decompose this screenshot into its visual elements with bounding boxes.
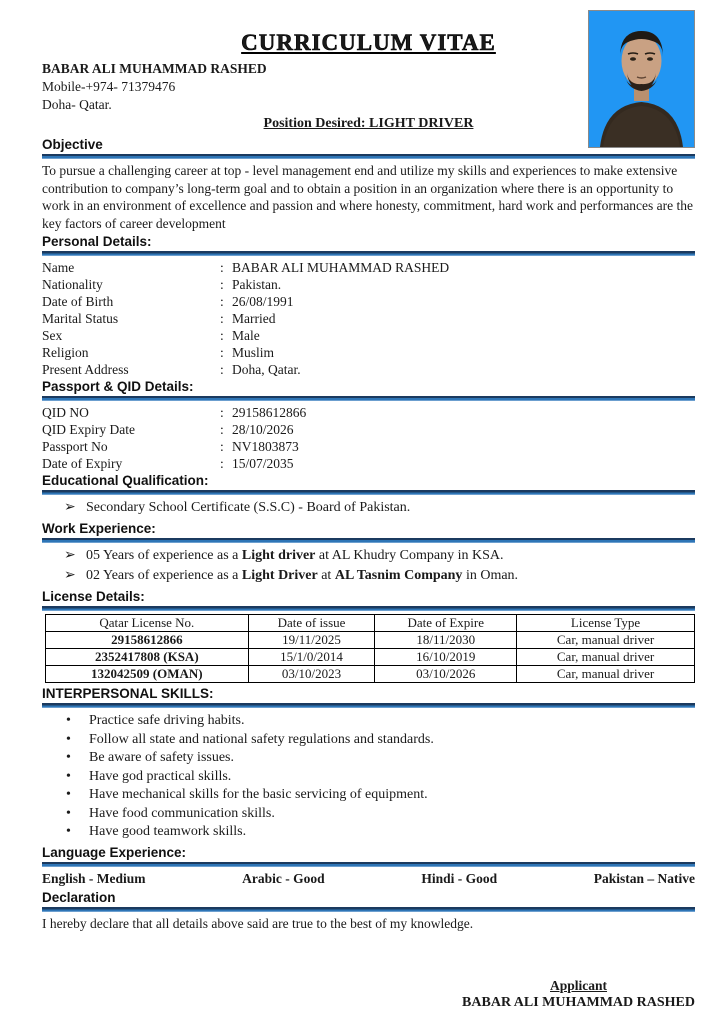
section-divider: [42, 606, 695, 611]
heading-license-details: License Details:: [42, 589, 145, 604]
section-divider: [42, 396, 695, 401]
table-cell: 15/1/0/2014: [248, 649, 375, 666]
list-item: [64, 498, 695, 518]
work-experience-list: [64, 546, 695, 586]
table-row: [46, 649, 695, 666]
education-item-text: Secondary School Certificate (S.S.C) - Board of Pakistan.: [86, 500, 411, 515]
section-divider: [42, 538, 695, 543]
dot-bullet-icon: •: [66, 805, 71, 821]
dot-bullet-icon: •: [66, 731, 71, 747]
skill-text: Have mechanical skills for the basic servicing of equipment.: [89, 787, 428, 802]
column-header: Qatar License No.: [46, 615, 249, 632]
applicant-name: BABAR ALI MUHAMMAD RASHED: [42, 61, 267, 76]
arrow-bullet-icon: ➢: [64, 500, 76, 515]
colon: :: [220, 294, 224, 309]
skill-text: Have good teamwork skills.: [89, 824, 247, 839]
table-cell: 18/11/2030: [375, 632, 517, 649]
language-item: Arabic - Good: [242, 870, 325, 886]
work-item-text: 02 Years of experience as a Light Driver at AL Tasnim Company in Oman.: [86, 568, 519, 583]
dot-bullet-icon: •: [66, 824, 71, 839]
list-item: [66, 768, 695, 787]
list-item: [64, 546, 695, 566]
applicant-photo: [588, 10, 695, 148]
detail-value: NV1803873: [232, 439, 299, 454]
table-cell: 16/10/2019: [375, 649, 517, 666]
signature-block: [462, 977, 695, 1011]
language-item: Hindi - Good: [421, 870, 498, 886]
detail-value: Muslim: [232, 345, 275, 360]
list-item: [66, 731, 695, 750]
applicant-signature-name: BABAR ALI MUHAMMAD RASHED: [462, 994, 695, 1010]
table-header-row: [46, 615, 695, 632]
position-desired: Position Desired: LIGHT DRIVER: [263, 116, 474, 131]
education-list: [64, 498, 695, 518]
colon: :: [220, 439, 224, 454]
skill-text: Have food communication skills.: [89, 805, 275, 821]
skill-text: Have god practical skills.: [89, 768, 232, 784]
detail-row: [42, 344, 695, 361]
detail-row: [42, 438, 695, 455]
dot-bullet-icon: •: [66, 787, 71, 802]
skill-text: Follow all state and national safety regulations and standards.: [89, 731, 434, 747]
detail-label: Present Address: [42, 362, 129, 377]
colon: :: [220, 260, 224, 275]
detail-row: [42, 455, 695, 472]
page-title: CURRICULUM VITAE: [241, 30, 496, 55]
detail-value: 29158612866: [232, 405, 307, 420]
arrow-bullet-icon: ➢: [64, 568, 76, 583]
passport-details-list: [42, 404, 695, 472]
section-divider: [42, 703, 695, 708]
table-cell: 29158612866: [46, 632, 249, 649]
detail-value: Male: [232, 328, 260, 343]
detail-label: Religion: [42, 345, 89, 360]
detail-row: [42, 361, 695, 378]
section-divider: [42, 251, 695, 256]
person-photo-icon: [589, 11, 694, 147]
detail-row: [42, 259, 695, 276]
heading-objective: Objective: [42, 137, 103, 152]
list-item: [66, 749, 695, 768]
list-item: [64, 566, 695, 586]
skill-text: Be aware of safety issues.: [89, 750, 235, 765]
heading-work-experience: Work Experience:: [42, 521, 156, 536]
list-item: [66, 786, 695, 805]
license-table: [45, 614, 695, 683]
table-row: [46, 632, 695, 649]
detail-value: Doha, Qatar.: [232, 362, 301, 377]
section-divider: [42, 907, 695, 912]
table-cell: Car, manual driver: [517, 666, 695, 683]
declaration-text: I hereby declare that all details above said are true to the best of my knowledge.: [42, 915, 474, 931]
detail-value: 15/07/2035: [232, 456, 294, 471]
personal-details-list: [42, 259, 695, 378]
languages-row: [42, 870, 695, 888]
table-cell: 03/10/2023: [248, 666, 375, 683]
detail-label: Date of Expiry: [42, 456, 123, 471]
language-item: English - Medium: [42, 870, 146, 886]
detail-label: Sex: [42, 328, 63, 343]
detail-label: QID NO: [42, 405, 89, 420]
applicant-label: Applicant: [550, 977, 608, 993]
detail-label: QID Expiry Date: [42, 422, 135, 437]
detail-row: [42, 327, 695, 344]
colon: :: [220, 277, 224, 292]
heading-language-experience: Language Experience:: [42, 844, 187, 860]
language-item: Pakistan – Native: [593, 870, 695, 886]
list-item: [66, 712, 695, 731]
heading-passport-details: Passport & QID Details:: [42, 379, 194, 394]
table-cell: 03/10/2026: [375, 666, 517, 683]
detail-value: Married: [232, 311, 276, 326]
table-cell: 19/11/2025: [248, 632, 375, 649]
table-cell: 132042509 (OMAN): [46, 666, 249, 683]
detail-label: Name: [42, 260, 75, 275]
colon: :: [220, 405, 224, 420]
dot-bullet-icon: •: [66, 713, 71, 728]
detail-row: [42, 310, 695, 327]
detail-value: Pakistan.: [232, 277, 282, 292]
detail-row: [42, 404, 695, 421]
colon: :: [220, 311, 224, 326]
objective-text: To pursue a challenging career at top - level management end and utilize my skills and experiences to make extensive contribution to company’s long-term goal and to obtain a position in an organization where there is an opportunity to work in an environment of excellence and passion and where honesty, commitment, hard work and performances are the key factors of career development: [42, 163, 694, 231]
heading-interpersonal-skills: INTERPERSONAL SKILLS:: [42, 686, 214, 701]
colon: :: [220, 456, 224, 471]
section-divider: [42, 490, 695, 495]
table-cell: Car, manual driver: [517, 649, 695, 666]
table-cell: 2352417808 (KSA): [46, 649, 249, 666]
dot-bullet-icon: •: [66, 768, 71, 784]
colon: :: [220, 328, 224, 343]
section-divider: [42, 154, 695, 159]
detail-value: 26/08/1991: [232, 294, 294, 309]
detail-value: BABAR ALI MUHAMMAD RASHED: [232, 260, 450, 275]
detail-row: [42, 276, 695, 293]
list-item: [66, 823, 695, 842]
detail-label: Date of Birth: [42, 294, 114, 309]
heading-education: Educational Qualification:: [42, 473, 209, 488]
mobile-line: Mobile-+974- 71379476: [42, 79, 176, 94]
column-header: License Type: [517, 615, 695, 632]
skill-text: Practice safe driving habits.: [89, 713, 245, 728]
column-header: Date of issue: [248, 615, 375, 632]
list-item: [66, 805, 695, 824]
address-line: Doha- Qatar.: [42, 97, 112, 112]
arrow-bullet-icon: ➢: [64, 548, 76, 563]
work-item-text: 05 Years of experience as a Light driver at AL Khudry Company in KSA.: [86, 548, 504, 563]
heading-declaration: Declaration: [42, 889, 116, 905]
detail-label: Marital Status: [42, 311, 119, 326]
dot-bullet-icon: •: [66, 750, 71, 765]
colon: :: [220, 362, 224, 377]
colon: :: [220, 345, 224, 360]
skills-list: [66, 712, 695, 842]
heading-personal-details: Personal Details:: [42, 234, 152, 249]
detail-row: [42, 293, 695, 310]
colon: :: [220, 422, 224, 437]
detail-label: Nationality: [42, 277, 103, 292]
column-header: Date of Expire: [375, 615, 517, 632]
table-cell: Car, manual driver: [517, 632, 695, 649]
detail-value: 28/10/2026: [232, 422, 294, 437]
detail-row: [42, 421, 695, 438]
table-row: [46, 666, 695, 683]
detail-label: Passport No: [42, 439, 108, 454]
section-divider: [42, 862, 695, 867]
